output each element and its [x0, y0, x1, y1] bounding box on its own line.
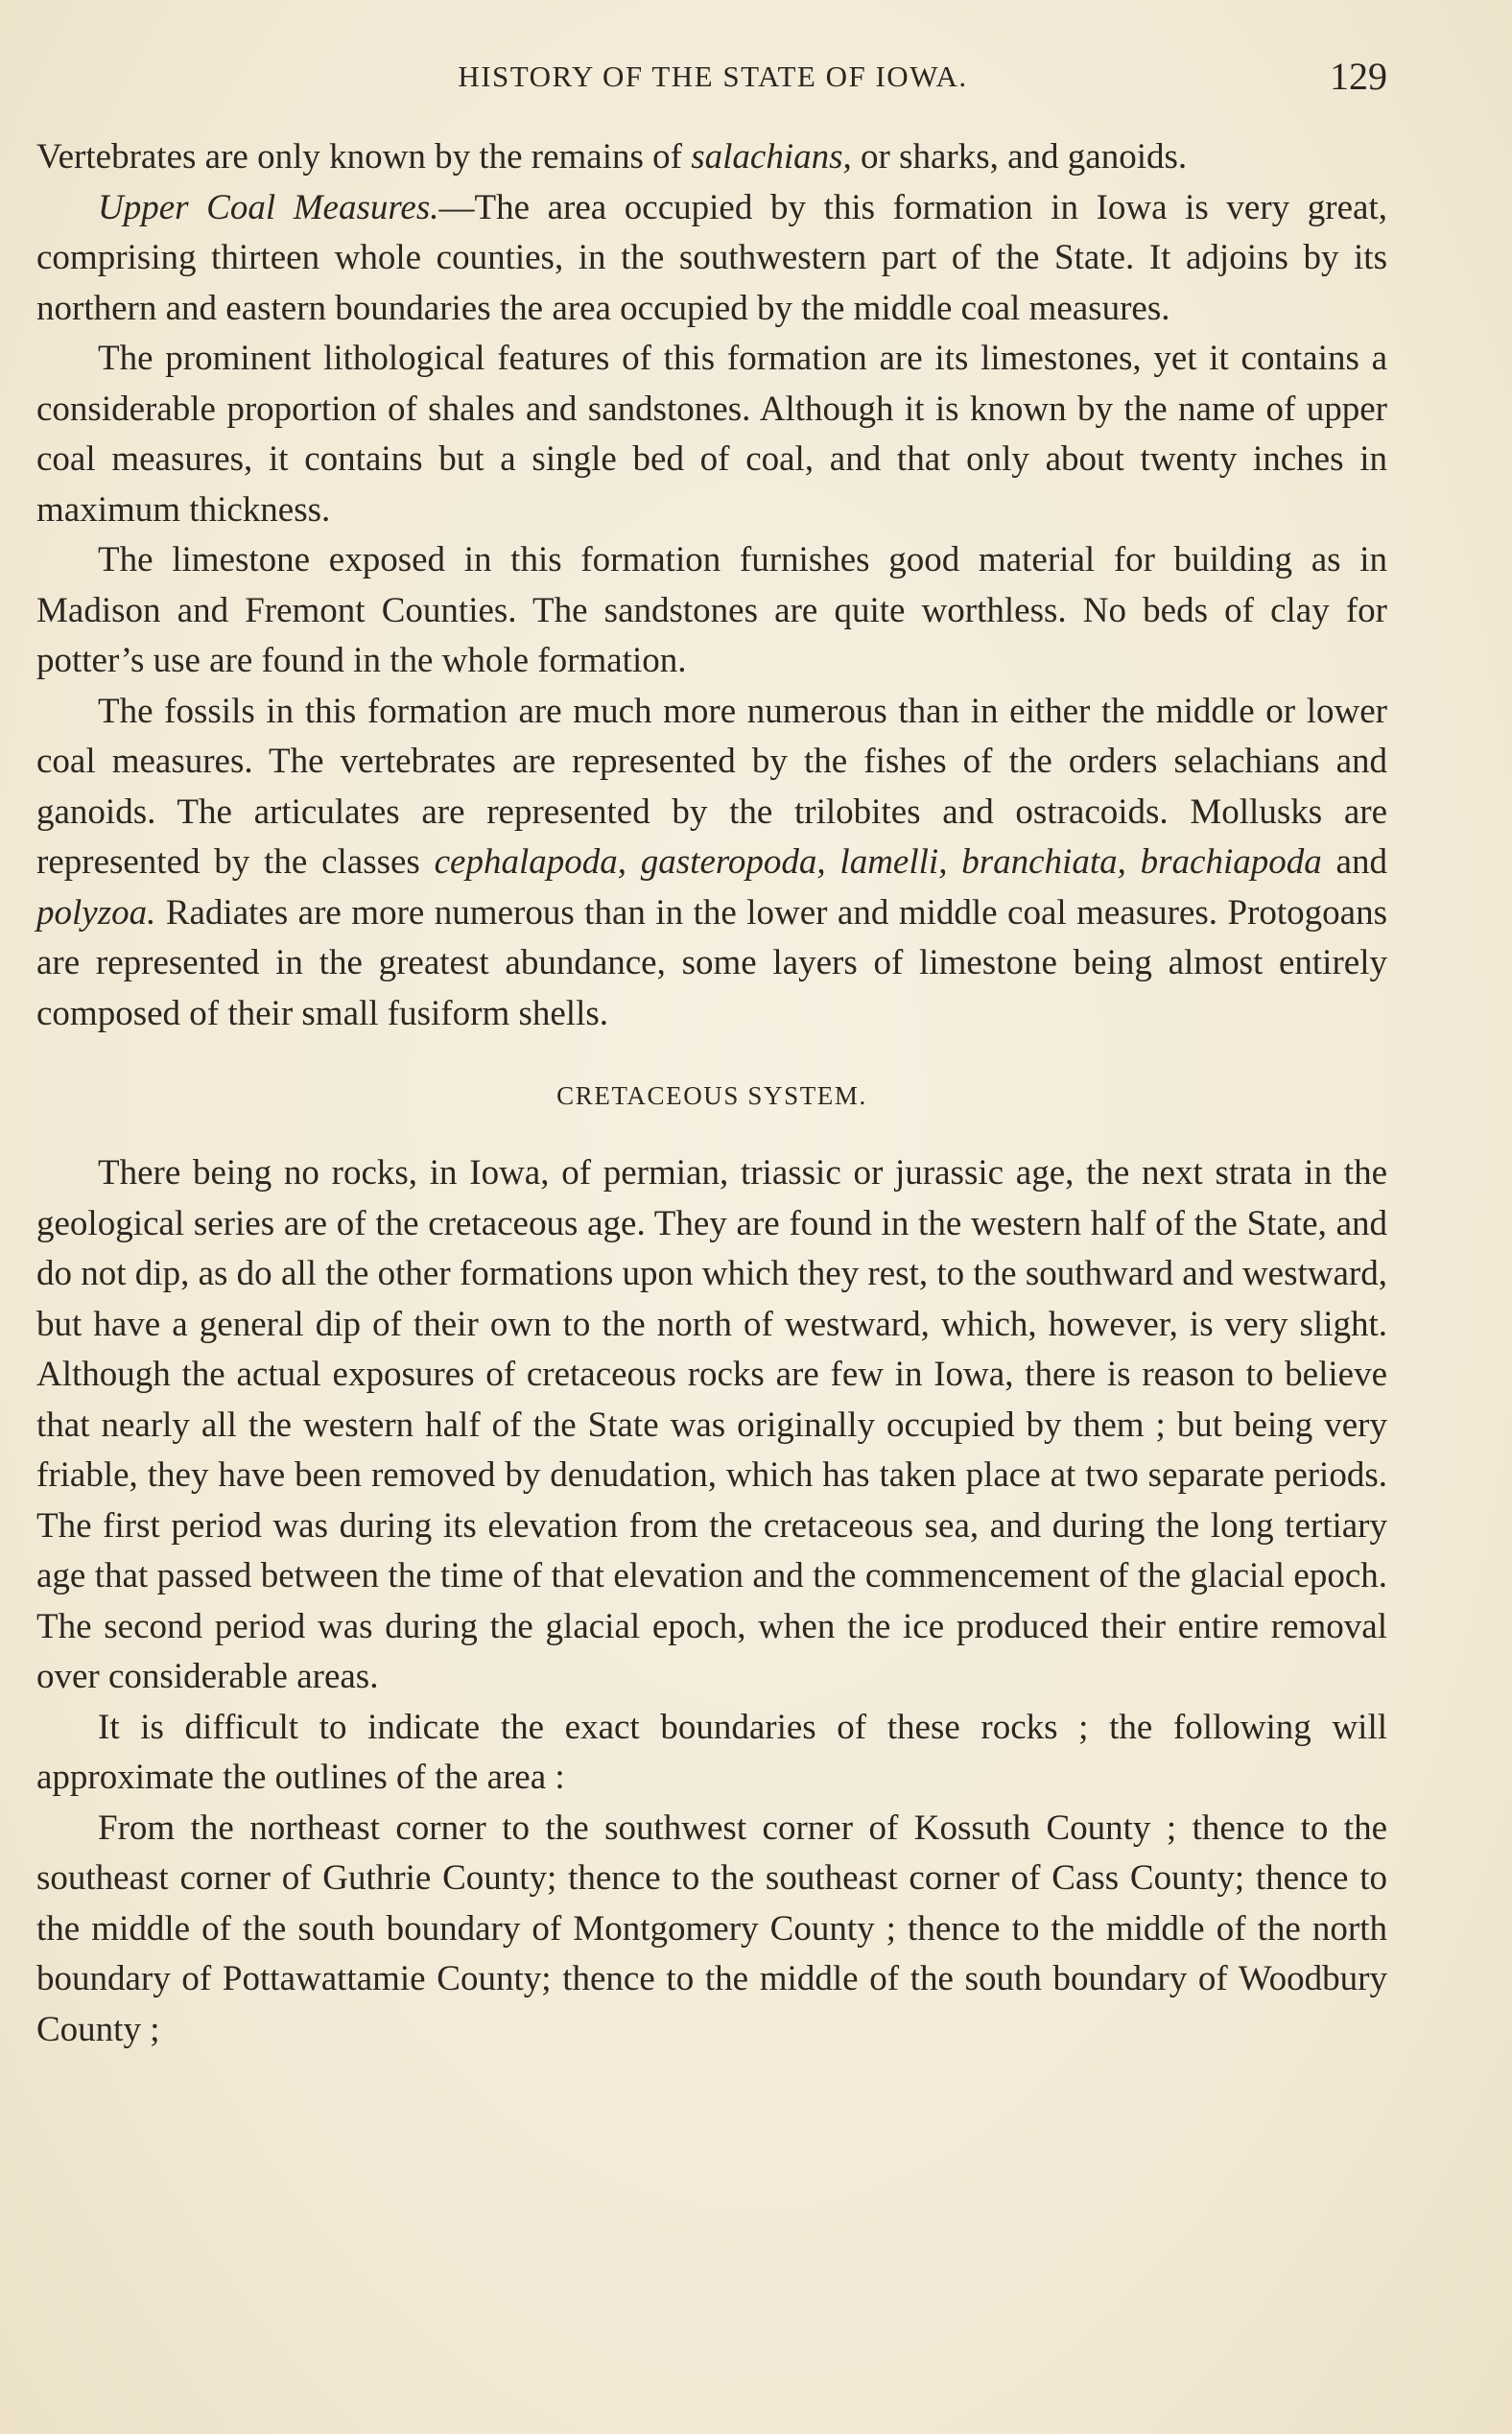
paragraph-fossils	[36, 687, 1387, 1040]
paragraph-lithological-features: The prominent lithological features of this formation are its limestones, yet it contains a considerable proportion of shales and sandstones. Although it is known by the name of upper coal measures, it contains but a single bed of coal, and that only about twenty inches in maximum thickness.	[36, 339, 1387, 530]
paragraph-cretaceous-intro: There being no rocks, in Iowa, of permian, triassic or jurassic age, the next strata in the geological series are of the cretaceous age. They are found in the western half of the State, and do not dip, as do all the other formations upon which they rest, to the southward and westward, but have a general dip of their own to the north of westward, which, however, is very slight. Although the actual exposures of cretaceous rocks are few in Iowa, there is reason to believe that nearly all the western half of the State was originally occupied by them ; but being very friable, they have been removed by denudation, which has taken place at two separate periods. The first period was during its elevation from the cretaceous sea, and during the long tertiary age that passed between the time of that elevation and the commencement of the glacial epoch. The second period was during the glacial epoch, when the ice produced their entire removal over considerable areas.	[36, 1153, 1387, 1696]
italic-term: cephalapoda, gasteropoda, lamelli, branchiata, brachiapoda	[434, 842, 1322, 882]
page-header	[38, 55, 1387, 107]
text-run: Vertebrates are only known by the remains of	[36, 137, 692, 177]
text-run: and	[1321, 842, 1387, 882]
running-title: HISTORY OF THE STATE OF IOWA.	[458, 59, 968, 93]
paragraph-boundaries: From the northeast corner to the southwest corner of Kossuth County ; thence to the southeast corner of Guthrie County; thence to the southeast corner of Cass County; thence to the middle of the south boundary of Montgomery County ; thence to the middle of the north boundary of Pottawattamie County; thence to the middle of the south boundary of Woodbury County ;	[36, 1808, 1387, 2049]
italic-term: polyzoa.	[36, 892, 156, 933]
paragraph-vertebrates	[36, 132, 1387, 183]
text-run: Radiates are more numerous than in the lower and middle coal measures. Protogoans are represented in the greatest abundance, some layers of limestone being almost entirely composed of their small fusiform shells.	[36, 892, 1387, 1033]
text-run: or sharks, and ganoids.	[851, 137, 1188, 177]
paragraph-upper-coal-measures	[36, 183, 1387, 335]
body-text	[36, 132, 1387, 2055]
page-number: 129	[1330, 55, 1387, 98]
paragraph-limestone: The limestone exposed in this formation furnishes good material for building as in Madison and Fremont Counties. The sandstones are quite worthless. No beds of clay for potter’s use are found in the whole formation.	[36, 540, 1387, 680]
text-run: The fossils in this formation are much more numerous than in either the middle or lower coal measures. The vertebrates are represented by the fishes of the orders selachians and ganoids. The articulates are represented by the trilobites and ostracoids. Mollusks are represented by the classes	[36, 691, 1387, 882]
italic-term: salachians,	[691, 137, 852, 177]
paragraph-boundaries-intro: It is difficult to indicate the exact boundaries of these rocks ; the following will approximate the outlines of the area :	[36, 1707, 1387, 1797]
section-heading: CRETACEOUS SYSTEM.	[556, 1081, 867, 1110]
text-run: —The area occupied by this formation in Iowa is very great, comprising thirteen whole counties, in the southwestern part of the State. It adjoins by its northern and eastern boundaries the area occupied by the middle coal measures.	[36, 187, 1387, 328]
italic-subheading: Upper Coal Measures.	[98, 187, 439, 227]
